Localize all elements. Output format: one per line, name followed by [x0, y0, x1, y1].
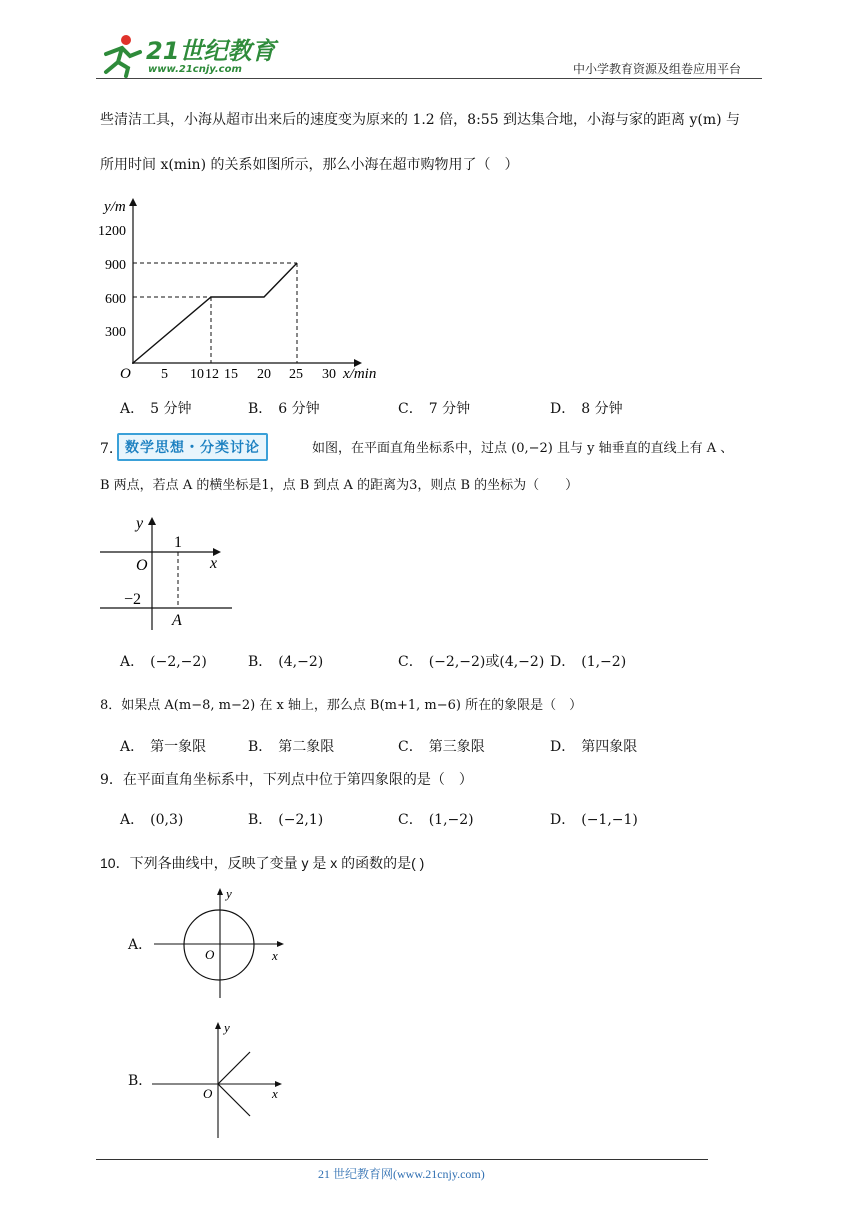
q6-xtick-25: 25: [289, 367, 303, 382]
q6-option-b-label: B．: [248, 401, 273, 417]
q10b-y-axis-arrow: [215, 1022, 221, 1029]
q8-option-a-label: A．: [120, 739, 145, 755]
q10a-circle: [184, 910, 254, 980]
q7-option-c-text: (−2,−2)或(4,−2): [428, 654, 545, 670]
q8-option-d-text: 第四象限: [581, 739, 638, 755]
q10-option-a-label[interactable]: A．: [128, 937, 153, 953]
q8-option-a[interactable]: [120, 736, 206, 756]
q9-line: 9．在平面直角坐标系中，下列点中位于第四象限的是（ ）: [100, 772, 473, 788]
q6-option-a[interactable]: [120, 398, 191, 418]
q9-option-d-text: (−1,−1): [581, 812, 638, 828]
logo-runner-icon: [96, 32, 146, 78]
q7-neg2-label: −2: [124, 591, 142, 608]
q8-option-d[interactable]: [550, 736, 637, 756]
q6-xtick-30: 30: [322, 367, 336, 382]
q7-number: 7.: [100, 441, 114, 457]
q6-y-axis-label: y/m: [104, 199, 126, 215]
q7-option-d-label: D．: [550, 654, 576, 670]
q9-option-c[interactable]: [398, 809, 474, 829]
q6-option-a-label: A．: [120, 401, 145, 417]
q7-category-badge: [117, 433, 268, 461]
q6-xtick-15: 15: [224, 367, 238, 382]
q6-option-c-text: 7 分钟: [428, 401, 471, 417]
q6-ytick-600: 600: [105, 292, 126, 307]
q6-distance-time-graph: [96, 190, 396, 390]
q7-origin: O: [136, 557, 148, 574]
q7-option-a-label: A．: [120, 654, 145, 670]
logo-url: www.21cnjy.com: [148, 64, 242, 75]
q10b-y-label: y: [224, 1020, 230, 1035]
q8-option-c-text: 第三象限: [428, 739, 485, 755]
q9-option-d-label: D．: [550, 812, 576, 828]
platform-name: 中小学教育资源及组卷应用平台: [573, 62, 742, 76]
q9-option-c-label: C．: [398, 812, 423, 828]
q7-option-c[interactable]: [398, 651, 544, 671]
q7-option-b-label: B．: [248, 654, 273, 670]
q9-option-b-text: (−2,1): [278, 812, 324, 828]
q7-option-d-text: (1,−2): [581, 654, 627, 670]
q10-option-a-circle-graph[interactable]: [150, 884, 290, 1000]
q9-option-a-label: A．: [120, 812, 145, 828]
q8-line: 8．如果点 A(m−8, m−2) 在 x 轴上，那么点 B(m+1, m−6) 所在的象限是（ ）: [100, 698, 583, 713]
q6-xtick-10: 10: [190, 367, 204, 382]
logo-title: 21世纪教育: [146, 37, 276, 65]
q9-option-d[interactable]: [550, 809, 638, 829]
q6-ytick-1200: 1200: [98, 224, 126, 239]
q6-line2: 所用时间 x(min) 的关系如图所示，那么小海在超市购物用了（ ）: [100, 157, 519, 173]
q10-option-b-graph[interactable]: [150, 1018, 290, 1142]
q9-option-b[interactable]: [248, 809, 323, 829]
q7-point-a: A: [172, 612, 182, 629]
q6-option-d-label: D．: [550, 401, 576, 417]
q6-option-b[interactable]: [248, 398, 320, 418]
q6-ytick-300: 300: [105, 325, 126, 340]
q7-badge-text: 数学思想・分类讨论: [117, 433, 268, 461]
q7-option-b-text: (4,−2): [278, 654, 324, 670]
q7-y-label: y: [136, 515, 144, 532]
q6-x-axis-label: x/min: [343, 366, 377, 382]
q7-option-d[interactable]: [550, 651, 626, 671]
q6-xtick-12: 12: [205, 367, 219, 382]
q7-line2: B 两点，若点 A 的横坐标是1，点 B 到点 A 的距离为3，则点 B 的坐标为（ ）: [100, 478, 579, 493]
q7-x-label: x: [210, 555, 218, 572]
q6-xtick-5: 5: [161, 367, 168, 382]
q8-option-b-label: B．: [248, 739, 273, 755]
q6-y-axis-arrow: [129, 198, 137, 206]
q6-option-d[interactable]: [550, 398, 623, 418]
q6-xtick-20: 20: [257, 367, 271, 382]
q7-option-a-text: (−2,−2): [150, 654, 207, 670]
q7-option-b[interactable]: [248, 651, 323, 671]
q6-graph-line: [133, 263, 297, 363]
q7-option-a[interactable]: [120, 651, 207, 671]
footer-rule: [96, 1159, 708, 1160]
q10-option-b-label[interactable]: B．: [128, 1073, 153, 1089]
q10-line: 10．下列各曲线中，反映了变量 y 是 x 的函数的是( ): [100, 855, 425, 871]
q6-ytick-900: 900: [105, 258, 126, 273]
q6-line1: 些清洁工具，小海从超市出来后的速度变为原来的 1.2 倍，8:55 到达集合地，小海与家的距离 y(m) 与: [100, 112, 741, 128]
q10b-x-label: x: [272, 1086, 278, 1101]
q8-option-a-text: 第一象限: [150, 739, 207, 755]
header: [0, 0, 860, 90]
q10b-ray-up: [218, 1052, 250, 1084]
q6-option-b-text: 6 分钟: [278, 401, 320, 417]
q6-origin: O: [120, 366, 131, 382]
q8-option-c-label: C．: [398, 739, 423, 755]
q10b-origin: O: [203, 1086, 213, 1101]
q7-option-c-label: C．: [398, 654, 423, 670]
footer-text: 21 世纪教育网(www.21cnjy.com): [318, 1167, 485, 1181]
q8-option-b[interactable]: [248, 736, 334, 756]
q7-line1: 如图，在平面直角坐标系中，过点 (0,−2) 且与 y 轴垂直的直线上有 A 、: [312, 441, 734, 456]
q9-option-c-text: (1,−2): [428, 812, 474, 828]
q10a-y-label: y: [226, 886, 232, 901]
q8-option-b-text: 第二象限: [278, 739, 335, 755]
header-rule: [96, 78, 762, 79]
q7-one-label: 1: [174, 534, 182, 551]
q10a-y-axis-arrow: [217, 888, 223, 895]
q7-y-axis-arrow: [148, 517, 156, 525]
q6-option-a-text: 5 分钟: [150, 401, 192, 417]
q9-option-a-text: (0,3): [150, 812, 184, 828]
q9-option-a[interactable]: [120, 809, 183, 829]
q6-option-c[interactable]: [398, 398, 470, 418]
q10a-origin: O: [205, 947, 215, 962]
q8-option-c[interactable]: [398, 736, 485, 756]
q10b-ray-down: [218, 1084, 250, 1116]
q8-option-d-label: D．: [550, 739, 576, 755]
q10a-x-label: x: [272, 948, 278, 963]
q7-coordinate-figure: [96, 512, 236, 634]
q9-option-b-label: B．: [248, 812, 273, 828]
q10a-x-axis-arrow: [277, 941, 284, 947]
q6-option-c-label: C．: [398, 401, 423, 417]
q6-option-d-text: 8 分钟: [581, 401, 623, 417]
